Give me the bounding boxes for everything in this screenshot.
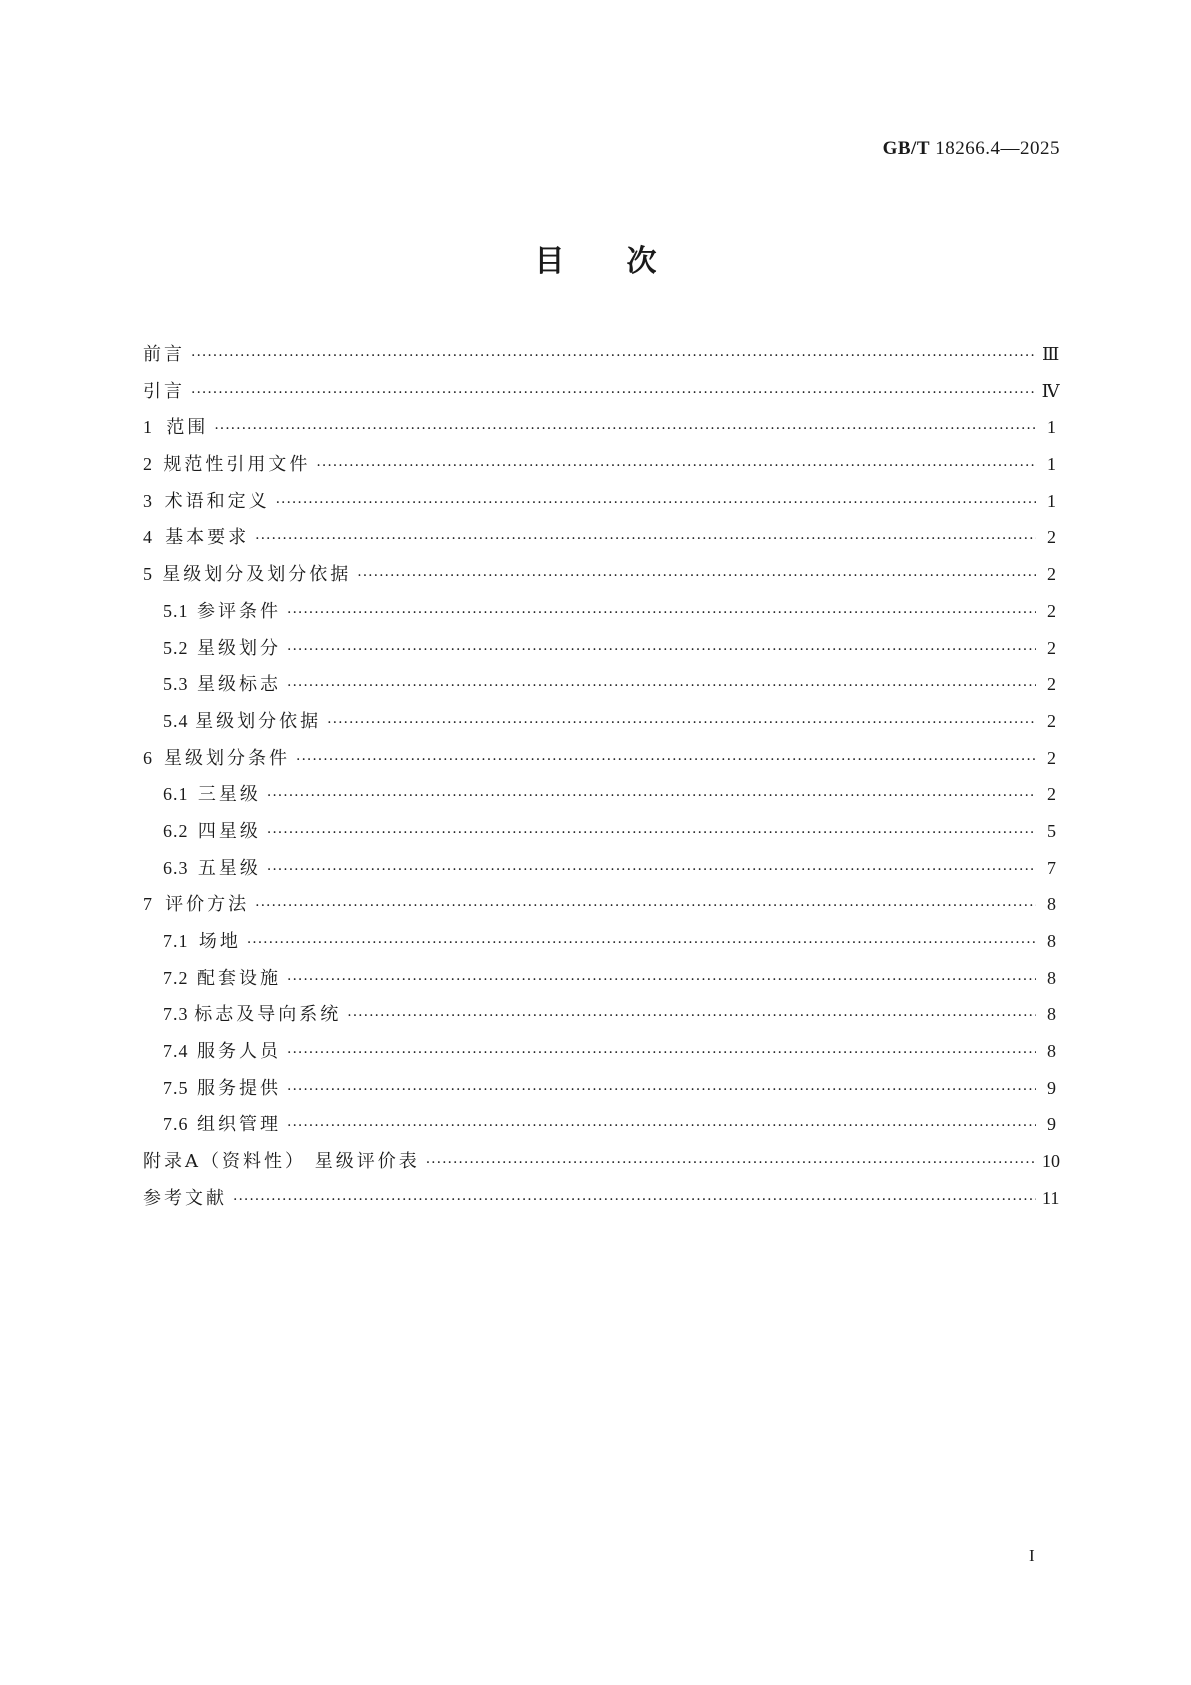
toc-entry-number: 5.4 (163, 710, 189, 731)
toc-entry-page: 8 (1047, 967, 1056, 988)
toc-entry-label: 评价方法 (165, 894, 250, 916)
standard-number (883, 138, 1060, 160)
toc-entry-page: 9 (1047, 1077, 1056, 1098)
dot-leader (347, 998, 1036, 1035)
toc-entry-number: 5.1 (163, 600, 189, 621)
standard-prefix: GB/T (882, 138, 930, 159)
dot-leader (255, 521, 1036, 558)
toc-entry[interactable] (143, 666, 1056, 703)
toc-entry[interactable] (143, 446, 1056, 483)
toc-entry[interactable] (143, 813, 1056, 850)
toc-entry-number: 5.2 (163, 637, 189, 658)
toc-entry[interactable] (143, 519, 1056, 556)
toc-entry[interactable] (143, 923, 1056, 960)
toc-entry-number: 4 (143, 527, 153, 548)
toc-entry-page: Ⅳ (1041, 380, 1060, 401)
toc-entry-label: 星级划分 (197, 637, 281, 659)
toc-entry-label: 三星级 (197, 784, 261, 806)
dot-leader (426, 1145, 1036, 1182)
toc-entry[interactable] (143, 593, 1056, 630)
table-of-contents (143, 336, 1060, 1217)
toc-entry[interactable] (143, 1070, 1056, 1107)
toc-entry[interactable] (143, 776, 1056, 813)
toc-entry-label: 星级标志 (197, 674, 281, 696)
toc-entry-number: 7 (143, 894, 153, 915)
toc-entry-label: 星级划分条件 (164, 747, 290, 769)
toc-entry-page: 1 (1047, 417, 1056, 438)
dot-leader (287, 1072, 1036, 1109)
dot-leader (287, 1035, 1036, 1072)
toc-entry[interactable] (143, 373, 1060, 410)
toc-entry[interactable] (143, 886, 1056, 923)
toc-entry-page: Ⅲ (1042, 344, 1060, 364)
toc-entry-number: 7.6 (163, 1114, 189, 1135)
toc-entry-label: 配套设施 (197, 967, 281, 989)
toc-entry-page: 8 (1047, 1041, 1056, 1062)
dot-leader (316, 448, 1036, 485)
toc-entry-label: 服务人员 (197, 1041, 281, 1063)
toc-entry-page: 2 (1047, 747, 1056, 768)
toc-entry-label: 服务提供 (197, 1077, 281, 1099)
dot-leader (267, 815, 1036, 852)
dot-leader (287, 1108, 1036, 1145)
toc-entry-page: 2 (1047, 674, 1056, 695)
toc-entry-page: 2 (1047, 527, 1056, 548)
toc-entry[interactable] (143, 960, 1056, 997)
toc-entry[interactable] (143, 703, 1056, 740)
toc-entry[interactable] (143, 1143, 1060, 1180)
toc-entry-number: 6.1 (163, 784, 189, 805)
toc-entry-label: 参考文献 (143, 1187, 227, 1209)
toc-entry-label: 术语和定义 (164, 490, 270, 512)
standard-code: 18266.4—2025 (935, 138, 1060, 159)
toc-entry-number: 5.3 (163, 674, 189, 695)
toc-entry-number: 6.3 (163, 857, 189, 878)
toc-entry-page: 2 (1047, 600, 1056, 621)
dot-leader (276, 485, 1036, 522)
toc-entry-number: 7.3 (163, 1004, 189, 1025)
toc-entry[interactable] (143, 556, 1056, 593)
dot-leader (247, 925, 1036, 962)
toc-entry[interactable] (143, 483, 1056, 520)
toc-entry-number: 2 (143, 454, 153, 475)
toc-entry[interactable] (143, 740, 1056, 777)
toc-entry-number: 6 (143, 747, 153, 768)
toc-entry-label: 规范性引用文件 (163, 454, 311, 476)
toc-entry-label: 参评条件 (197, 600, 281, 622)
dot-leader (357, 558, 1036, 595)
toc-entry-page: 7 (1047, 857, 1056, 878)
toc-entry[interactable] (143, 850, 1056, 887)
toc-entry-page: 2 (1047, 710, 1056, 731)
page-number: I (1029, 1546, 1035, 1565)
toc-entry-label: 四星级 (197, 820, 261, 842)
toc-entry-number: 5 (143, 564, 153, 585)
toc-entry-number: 1 (143, 417, 153, 438)
toc-entry[interactable] (143, 1180, 1060, 1217)
dot-leader (191, 338, 1036, 375)
toc-entry[interactable] (143, 996, 1056, 1033)
toc-entry-page: 8 (1047, 894, 1056, 915)
toc-entry-label: 基本要求 (165, 527, 250, 549)
dot-leader (214, 411, 1036, 448)
toc-entry-label: 组织管理 (197, 1114, 281, 1136)
toc-entry-page: 8 (1047, 1004, 1056, 1025)
dot-leader (255, 888, 1036, 925)
toc-entry-label: 附录A（资料性） 星级评价表 (143, 1151, 420, 1173)
toc-entry[interactable] (143, 336, 1060, 373)
toc-entry-page: 2 (1047, 564, 1056, 585)
toc-entry-number: 7.1 (163, 931, 189, 951)
toc-entry-page: 9 (1047, 1114, 1056, 1135)
toc-entry-page: 5 (1047, 820, 1056, 841)
toc-entry-label: 五星级 (197, 857, 261, 879)
toc-entry-label: 前言 (143, 344, 185, 365)
dot-leader (287, 595, 1036, 632)
toc-entry-page: 2 (1047, 784, 1056, 805)
toc-entry-page: 8 (1047, 931, 1056, 951)
dot-leader (287, 668, 1036, 705)
dot-leader (296, 742, 1036, 779)
toc-entry-page: 11 (1042, 1187, 1060, 1208)
dot-leader (287, 962, 1036, 999)
toc-entry-number: 7.5 (163, 1077, 189, 1098)
dot-leader (267, 778, 1036, 815)
toc-entry-label: 星级划分依据 (195, 710, 322, 732)
toc-entry[interactable] (143, 1106, 1056, 1143)
toc-entry-label: 标志及导向系统 (194, 1004, 342, 1026)
dot-leader (191, 375, 1036, 412)
dot-leader (233, 1182, 1036, 1219)
toc-entry-number: 7.2 (163, 967, 189, 988)
toc-entry-page: 1 (1047, 454, 1056, 475)
toc-entry-label: 场地 (198, 931, 241, 952)
dot-leader (327, 705, 1036, 742)
dot-leader (267, 852, 1036, 889)
toc-entry[interactable] (143, 409, 1056, 446)
toc-entry-page: 1 (1047, 490, 1056, 511)
toc-entry-page: 10 (1042, 1151, 1060, 1172)
toc-entry-number: 7.4 (163, 1041, 189, 1062)
toc-entry-label: 星级划分及划分依据 (162, 564, 352, 586)
toc-entry[interactable] (143, 630, 1056, 667)
toc-entry-label: 范围 (166, 417, 209, 439)
page-title: 目次 (534, 244, 719, 279)
toc-entry-label: 引言 (143, 380, 185, 402)
toc-entry[interactable] (143, 1033, 1056, 1070)
toc-entry-number: 3 (143, 490, 153, 511)
dot-leader (287, 632, 1036, 669)
toc-entry-number: 6.2 (163, 820, 189, 841)
toc-entry-page: 2 (1047, 637, 1056, 658)
